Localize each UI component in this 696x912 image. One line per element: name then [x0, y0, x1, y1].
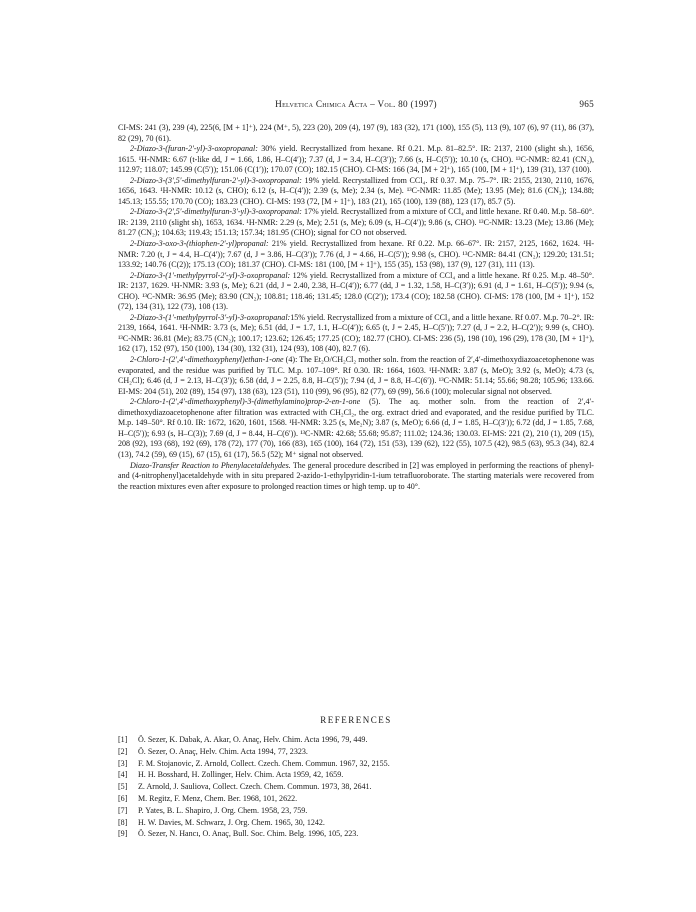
- paragraph-ms-continuation: CI-MS: 241 (3), 239 (4), 225(6, [M + 1]⁺), 224 (M⁺, 5), 223 (20), 209 (4), 197 (9), 183 (32), 171 (100), 155 (5), 113 (9), 107 (6), 97 (11), 86 (37), 82 (29), 70 (61).: [118, 123, 594, 143]
- reference-item: [1] Ö. Sezer, K. Dabak, A. Akar, O. Anaç, Helv. Chim. Acta 1996, 79, 449.: [118, 735, 368, 744]
- compound-name: 2-Diazo-3-(2′,5′-dimethylfuran-3′-yl)-3-oxopropanal:: [130, 207, 302, 217]
- compound-name: 2-Chloro-1-(2′,4′-dimethoxyphenyl)-3-(dimethylamino)prop-2-en-1-one: [130, 397, 361, 407]
- reference-item: [4] H. H. Bosshard, H. Zollinger, Helv. Chim. Acta 1959, 42, 1659.: [118, 770, 344, 780]
- compound-name: 2-Diazo-3-(1′-methylpyrrol-2′-yl)-3-oxopropanal:: [130, 270, 291, 280]
- compound-name: 2-Diazo-3-(furan-2′-yl)-3-oxopropanal:: [130, 144, 258, 154]
- paragraph-compound: 2-Diazo-3-(1′-methylpyrrol-2′-yl)-3-oxopropanal: 12% yield. Recrystallized from a mixture of CCl₄ and a little hexane. Rf 0.25. M.p. 48–50°. IR: 2137, 1629. ¹H-NMR: 3.93 (s, Me); 6.21 (dd, J = 2.40, 2.38, H–C(4′)); 6.77 (dd, J = 1.32, 1.58, H–C(3′)); 6.91 (d, J = 1.61, H–C(5′)); 9.94 (s, CHO). ¹³C-NMR: 36.95 (Me); 83.90 (CN₂); 108.81; 118.46; 131.45; 128.0 (C(2′)); 173.4 (CO); 182.58 (CHO). CI-MS: 178 (100, [M + 1]⁺), 152 (72), 134 (31), 122 (73), 108 (13).: [118, 270, 594, 312]
- compound-name: 2-Diazo-3-oxo-3-(thiophen-2′-yl)propanal:: [130, 239, 269, 249]
- paragraph-compound: 2-Diazo-3-(3′,5′-dimethylfuran-2′-yl)-3-oxopropanal: 19% yield. Recrystallized from CCl₄. Rf 0.37. M.p. 75–7°. IR: 2155, 2130, 2110, 1676, 1656, 1643. ¹H-NMR: 10.12 (s, CHO); 6.12 (s, H–C(4′)); 2.39 (s, Me); 2.34 (s, Me). ¹³C-NMR: 11.85 (Me); 13.95 (Me); 81.6 (CN₂); 134.88; 145.13; 155.55; 170.70 (CO); 183.23 (CHO). CI-MS: 193 (72, [M + 1]⁺), 183 (21), 165 (100), 139 (88), 123 (17), 85.7 (5).: [118, 175, 594, 206]
- experimental-text: [118, 123, 594, 492]
- compound-name: 2-Diazo-3-(1′-methylpyrrol-3′-yl)-3-oxopropanal:: [130, 312, 291, 322]
- procedure-title: Diazo-Transfer Reaction to Phenylacetaldehydes.: [130, 460, 291, 470]
- paragraph-compound: 2-Chloro-1-(2′,4′-dimethoxyphenyl)-3-(dimethylamino)prop-2-en-1-one (5). The aq. mother soln. from the reaction of 2′,4′-dimethoxydiazoacetophenone after filtration was extracted with CH₂Cl₂, the org. extract dried and evaporated, and the residue purified by TLC. M.p. 149–50°. Rf 0.10. IR: 1672, 1620, 1601, 1568. ¹H-NMR: 3.25 (s, Me₂N); 3.87 (s, MeO); 6.66 (d, J = 1.85, H–C(3′)); 6.72 (dd, J = 1.85, 7.68, H–C(5′)); 6.93 (s, H–C(3)); 7.69 (d, J = 8.44, H–C(6′)). ¹³C-NMR: 42.68; 55.68; 95.87; 111.02; 124.36; 130.03. EI-MS: 221 (2), 210 (1), 209 (15), 208 (92), 193 (68), 192 (69), 178 (72), 177 (70), 166 (83), 165 (100), 164 (72), 151 (53), 139 (62), 122 (55), 107.5 (42), 98.5 (63), 95.3 (34), 82.4 (13), 74.2 (59), 69 (15), 67 (15), 61 (17), 56.5 (52); M⁺ signal not observed.: [118, 397, 594, 459]
- paragraph-compound: 2-Chloro-1-(2′,4′-dimethoxyphenyl)ethan-1-one (4): The Et₂O/CH₂Cl₂ mother soln. from the reaction of 2′,4′-dimethoxydiazoacetophenone was evaporated, and the residue was purified by TLC. M.p. 107–109°. Rf 0.30. IR: 1664, 1603. ¹H-NMR: 3.87 (s, MeO); 3.92 (s, MeO); 4.73 (s, CH₂Cl); 6.46 (d, J = 2.13, H–C(3′)); 6.58 (dd, J = 2.25, 8.8, H–C(5′)); 7.94 (d, J = 8.8, H–C(6′)). ¹³C-NMR: 51.14; 55.66; 98.28; 105.96; 133.66. EI-MS: 204 (51), 202 (89), 154 (97), 138 (63), 123 (51), 110 (99), 96 (95), 82 (77), 69 (99), 56.6 (100); molecular signal not observed.: [118, 355, 594, 396]
- paragraph-procedure: Diazo-Transfer Reaction to Phenylacetaldehydes. The general procedure described in [2] was employed in performing the reactions of phenyl- and (4-nitrophenyl)acetaldehyde with in situ prepared 2-azido-1-ethylpyridin-1-ium tetrafluoroborate. The starting materials were recovered from the reaction mixtures even after exposure to prolonged reaction times or high temp. up to 40°.: [118, 460, 594, 491]
- paragraph-compound: 2-Diazo-3-(2′,5′-dimethylfuran-3′-yl)-3-oxopropanal: 17% yield. Recrystallized from a mixture of CCl₄ and little hexane. Rf 0.40. M.p. 58–60°. IR: 2139, 2110 (slight sh), 1653, 1634. ¹H-NMR: 2.29 (s, Me); 2.51 (s, Me); 6.09 (s, H–C(4′)); 9.86 (s, CHO). ¹³C-NMR: 13.23 (Me); 13.86 (Me); 81.27 (CN₂); 104.63; 119.43; 151.13; 157.34; 181.95 (CHO); signal for CO not observed.: [118, 207, 594, 238]
- reference-item: [9] Ö. Sezer, N. Hancı, O. Anaç, Bull. Soc. Chim. Belg. 1996, 105, 223.: [118, 829, 359, 839]
- page-header: [118, 99, 594, 113]
- page-number: 965: [579, 99, 594, 109]
- paragraph-compound: 2-Diazo-3-(1′-methylpyrrol-3′-yl)-3-oxopropanal:15% yield. Recrystallized from a mixture of CCl₄ and a little hexane. Rf 0.07. M.p. 70–2°. IR: 2139, 1664, 1641. ¹H-NMR: 3.73 (s, Me); 6.51 (dd, J = 1.7, 1.1, H–C(4′)); 6.65 (t, J = 2.45, H–C(5′)); 7.27 (d, J = 2.2, H–C(2′)); 9.99 (s, CHO). ¹³C-NMR: 36.81 (Me); 83.75 (CN₂); 100.17; 123.62; 126.45; 177.25 (CO); 182.77 (CHO). CI-MS: 236 (5), 198 (10), 196 (29), 178 (30, [M + 1]⁺), 162 (17), 152 (97), 150 (100), 134 (30), 132 (31), 124 (93), 108 (40), 82.7 (6).: [118, 312, 594, 354]
- compound-name: 2-Chloro-1-(2′,4′-dimethoxyphenyl)ethan-1-one: [130, 355, 284, 365]
- paragraph-compound: 2-Diazo-3-(furan-2′-yl)-3-oxopropanal: 30% yield. Recrystallized from hexane. Rf 0.21. M.p. 81–82.5°. IR: 2137, 2100 (slight sh.), 1656, 1615. ¹H-NMR: 6.67 (t-like dd, J = 1.66, 1.86, H–C(4′)); 7.37 (d, J = 3.4, H–C(3′)); 7.66 (s, H–C(5′)); 10.10 (s, CHO). ¹³C-NMR: 82.41 (CN₂), 112.97; 118.07; 145.99 (C(5′)); 151.06 (C(1′)); 170.07 (CO); 182.15 (CHO). CI-MS: 166 (34, [M + 2]⁺), 165 (100, [M + 1]⁺), 139 (31), 137 (100).: [118, 144, 594, 175]
- paragraph-compound: 2-Diazo-3-oxo-3-(thiophen-2′-yl)propanal: 21% yield. Recrystallized from hexane. Rf 0.22. M.p. 66–67°. IR: 2157, 2125, 1662, 1624. ¹H-NMR: 7.20 (t, J = 4.4, H–C(4′)); 7.67 (d, J = 3.86, H–C(3′)); 7.76 (d, J = 4.66, H–C(5′)); 9.98 (s, CHO). ¹³C-NMR: 84.41 (CN₂); 129.20; 131.51; 133.92; 140.76 (C(2)); 175.13 (CO); 181.37 (CHO). CI-MS: 181 (100, [M + 1]⁺), 155 (35), 153 (98), 137 (9), 127 (31), 111 (13).: [118, 239, 594, 270]
- reference-item: [5] Z. Arnold, J. Sauliova, Collect. Czech. Chem. Commun. 1973, 38, 2641.: [118, 782, 372, 792]
- references-heading: REFERENCES: [320, 715, 392, 725]
- reference-item: [3] F. M. Stojanovic, Z. Arnold, Collect. Czech. Chem. Commun. 1967, 32, 2155.: [118, 758, 390, 768]
- reference-item: [2] Ö. Sezer, O. Anaç, Helv. Chim. Acta 1994, 77, 2323.: [118, 746, 308, 756]
- references-list: [118, 734, 594, 840]
- reference-item: [8] H. W. Davies, M. Schwarz, J. Org. Chem. 1965, 30, 1242.: [118, 817, 325, 827]
- reference-item: [7] P. Yates, B. L. Shapiro, J. Org. Chem. 1958, 23, 759.: [118, 805, 308, 815]
- compound-name: 2-Diazo-3-(3′,5′-dimethylfuran-2′-yl)-3-oxopropanal:: [130, 175, 302, 185]
- running-title: Helvetica Chimica Acta – Vol. 80 (1997): [275, 99, 437, 109]
- reference-item: [6] M. Regitz, F. Menz, Chem. Ber. 1968, 101, 2622.: [118, 793, 298, 803]
